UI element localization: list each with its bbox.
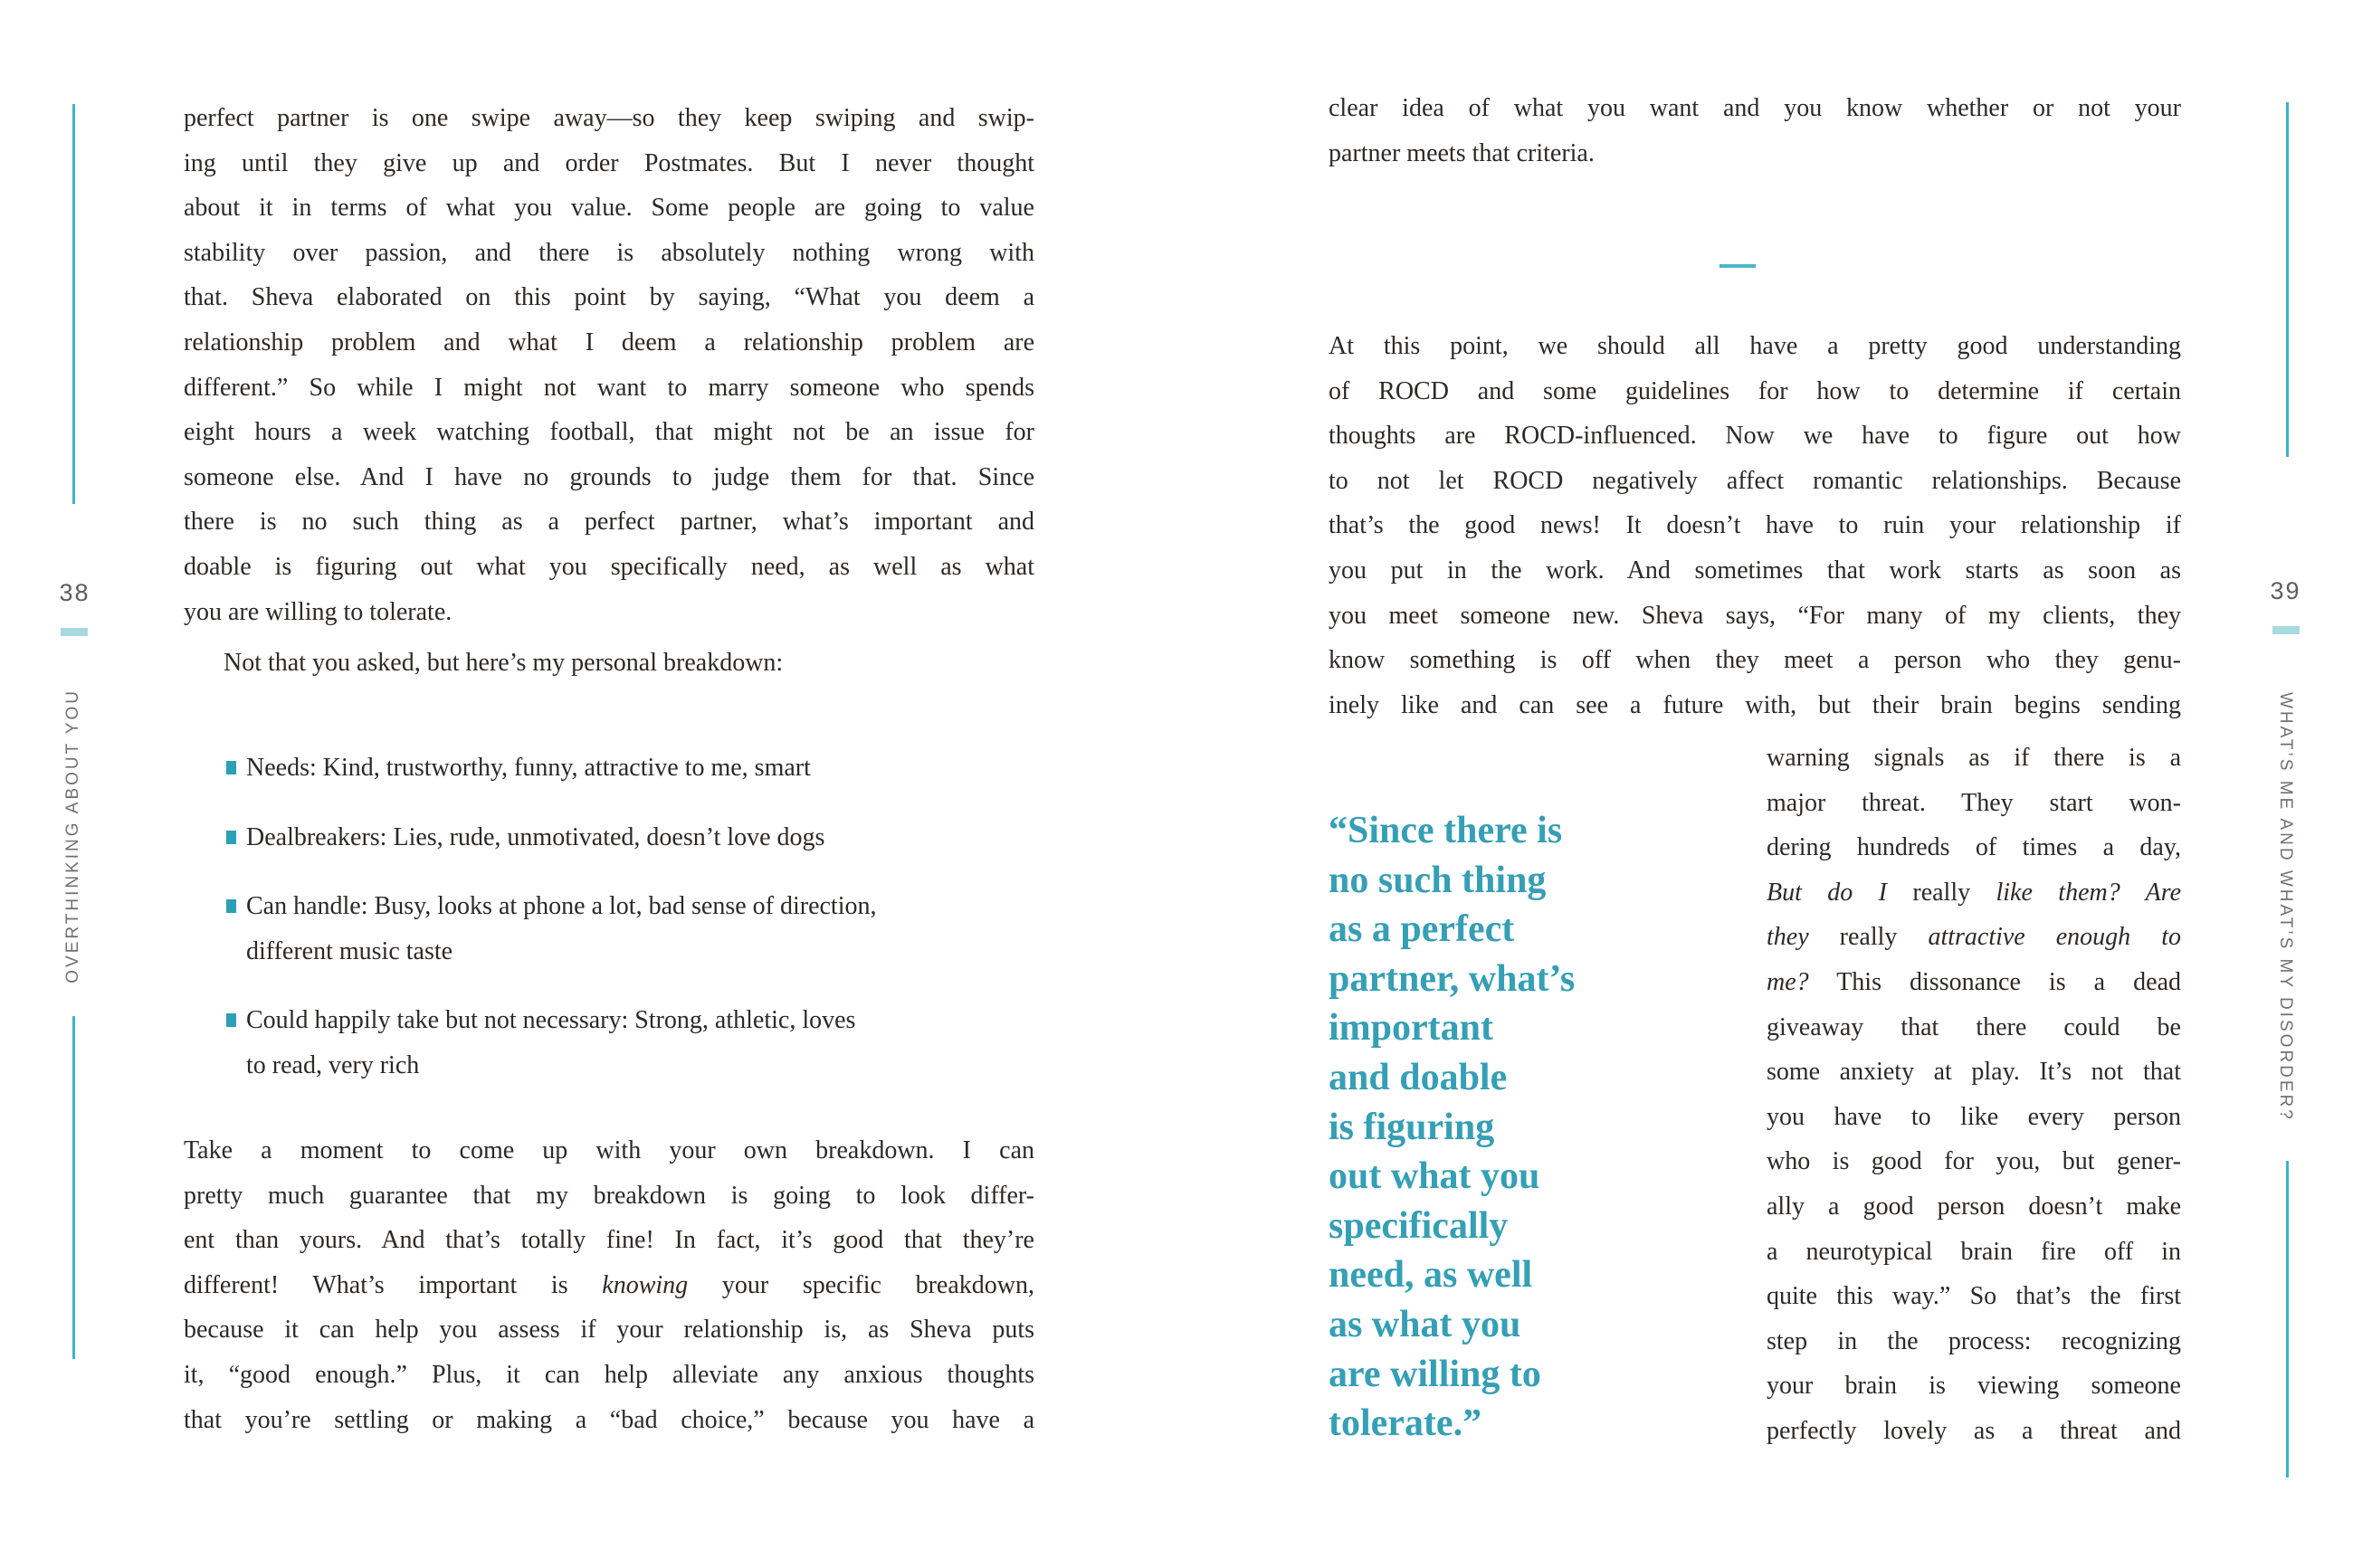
page-number-dash-icon — [61, 628, 88, 636]
text-line: partner meets that criteria. — [1329, 138, 1595, 167]
paragraph-section — [1329, 324, 2181, 727]
text-line: giveaway that there could be — [1767, 1012, 2181, 1041]
text-line: out what you — [1329, 1155, 1540, 1198]
text-line: they really attractive enough to — [1767, 923, 2181, 952]
text-line: is figuring — [1329, 1106, 1495, 1148]
text-line: your brain is viewing someone — [1767, 1372, 2181, 1401]
text-line: who is good for you, but gener- — [1767, 1147, 2181, 1176]
text-line: Dealbreakers: Lies, rude, unmotivated, doesn’t love dogs — [246, 822, 825, 851]
text-line: and doable — [1329, 1056, 1508, 1098]
text-line: important — [1329, 1007, 1493, 1050]
text-line: it, “good enough.” Plus, it can help alleviate any anxious thoughts — [184, 1360, 1034, 1389]
text-line: know something is off when they meet a person who they genu- — [1329, 646, 2181, 675]
text-line: someone else. And I have no grounds to judge them for that. Since — [184, 462, 1034, 491]
text-line: perfect partner is one swipe away—so they keep swiping and swip- — [184, 104, 1034, 132]
text-line: need, as well — [1329, 1254, 1533, 1297]
right-margin-rule-top — [2286, 102, 2289, 457]
right-margin-rule-bottom — [2286, 1161, 2289, 1478]
text-line: different music taste — [246, 936, 453, 965]
text-line: me? This dissonance is a dead — [1767, 967, 2181, 996]
list-item-text — [246, 884, 1034, 974]
text-line: quite this way.” So that’s the first — [1767, 1282, 2181, 1311]
text-line: ent than yours. And that’s totally fine! In fact, it’s good that they’re — [184, 1226, 1034, 1255]
text-line: that. Sheva elaborated on this point by saying, “What you deem a — [184, 283, 1034, 312]
paragraph-narrow-column — [1767, 736, 2181, 1454]
text-line: Could happily take but not necessary: Strong, athletic, loves — [246, 1006, 856, 1035]
breakdown-list — [184, 746, 1034, 1088]
text-line: of ROCD and some guidelines for how to determine if certain — [1329, 376, 2181, 405]
text-line: because it can help you assess if your relationship is, as Sheva puts — [184, 1316, 1034, 1345]
text-line: ally a good person doesn’t make — [1767, 1192, 2181, 1221]
text-line: “Since there is — [1329, 810, 1563, 851]
text-line: doable is figuring out what you specifically need, as well as what — [184, 552, 1034, 581]
text-line: relationship problem and what I deem a relationship problem are — [184, 328, 1034, 356]
text-line: you have to like every person — [1767, 1102, 2181, 1131]
text-line: major threat. They start won- — [1767, 788, 2181, 817]
text-line: But do I really like them? Are — [1767, 878, 2181, 907]
text-line: Not that you asked, but here’s my personal breakdown: — [224, 649, 784, 677]
text-line: Can handle: Busy, looks at phone a lot, bad sense of direction, — [246, 892, 877, 921]
text-line: stability over passion, and there is absolutely nothing wrong with — [184, 238, 1034, 267]
list-item — [184, 815, 1034, 860]
pull-quote — [1329, 806, 1709, 1449]
text-line: Needs: Kind, trustworthy, funny, attractive to me, smart — [246, 754, 811, 782]
list-item — [184, 998, 1034, 1088]
bullet-square-icon — [226, 1013, 236, 1027]
list-item-text — [246, 746, 1034, 791]
text-line: thoughts are ROCD-influenced. Now we have to figure out how — [1329, 422, 2181, 451]
page-number-right: 39 — [2270, 577, 2301, 604]
text-line: inely like and can see a future with, but their brain begins sending — [1329, 690, 2181, 719]
page-number-dash-icon — [2272, 626, 2300, 634]
text-line: you put in the work. And sometimes that work starts as soon as — [1329, 556, 2181, 584]
section-divider-rule — [1720, 264, 1756, 268]
text-line: eight hours a week watching football, that might not be an issue for — [184, 418, 1034, 447]
list-item-text — [246, 998, 1034, 1088]
text-line: partner, what’s — [1329, 957, 1576, 1000]
text-line: as a perfect — [1329, 908, 1515, 951]
text-line: about it in terms of what you value. Some people are going to value — [184, 194, 1034, 223]
bullet-square-icon — [226, 899, 236, 913]
left-margin-rule-top — [72, 104, 75, 504]
text-line: different! What’s important is knowing your specific breakdown, — [184, 1270, 1034, 1299]
text-line: clear idea of what you want and you know whether or not your — [1329, 94, 2181, 122]
list-item — [184, 746, 1034, 791]
text-line: Take a moment to come up with your own breakdown. I can — [184, 1136, 1034, 1164]
text-line: dering hundreds of times a day, — [1767, 833, 2181, 862]
text-line: some anxiety at play. It’s not that — [1767, 1058, 2181, 1087]
text-line: different.” So while I might not want to marry someone who spends — [184, 373, 1034, 402]
page-number-left: 38 — [59, 579, 90, 606]
text-line: specifically — [1329, 1204, 1509, 1247]
list-item-text — [246, 815, 1034, 860]
text-line: as what you — [1329, 1303, 1521, 1345]
text-line: a neurotypical brain fire off in — [1767, 1237, 2181, 1266]
text-line: tolerate.” — [1329, 1402, 1482, 1445]
text-line: warning signals as if there is a — [1767, 744, 2181, 772]
text-line: there is no such thing as a perfect partner, what’s important and — [184, 508, 1034, 537]
text-line: that’s the good news! It doesn’t have to ruin your relationship if — [1329, 511, 2181, 540]
text-line: ing until they give up and order Postmates. But I never thought — [184, 148, 1034, 177]
paragraph-intro — [184, 641, 1034, 686]
running-head-left: OVERTHINKING ABOUT YOU — [63, 689, 82, 984]
left-margin-rule-bottom — [72, 1016, 75, 1359]
bullet-square-icon — [226, 761, 236, 774]
text-line: you meet someone new. Sheva says, “For many of my clients, they — [1329, 601, 2181, 630]
text-line: step in the process: recognizing — [1767, 1326, 2181, 1355]
text-line: At this point, we should all have a pretty good understanding — [1329, 332, 2181, 360]
text-line: that you’re settling or making a “bad choice,” because you have a — [184, 1405, 1034, 1434]
text-line: to read, very rich — [246, 1050, 420, 1079]
paragraph-continuation — [1329, 86, 2181, 176]
text-line: no such thing — [1329, 859, 1547, 901]
text-line: you are willing to tolerate. — [184, 597, 452, 626]
text-line: to not let ROCD negatively affect romantic relationships. Because — [1329, 466, 2181, 495]
bullet-square-icon — [226, 831, 236, 844]
list-item — [184, 884, 1034, 974]
text-line: pretty much guarantee that my breakdown is going to look differ- — [184, 1181, 1034, 1210]
text-line: are willing to — [1329, 1353, 1541, 1395]
paragraph-closing — [184, 1128, 1034, 1442]
running-head-right: WHAT’S ME AND WHAT’S MY DISORDER? — [2276, 692, 2295, 1122]
text-line: perfectly lovely as a threat and — [1767, 1416, 2181, 1445]
paragraph-continuation — [184, 96, 1034, 634]
